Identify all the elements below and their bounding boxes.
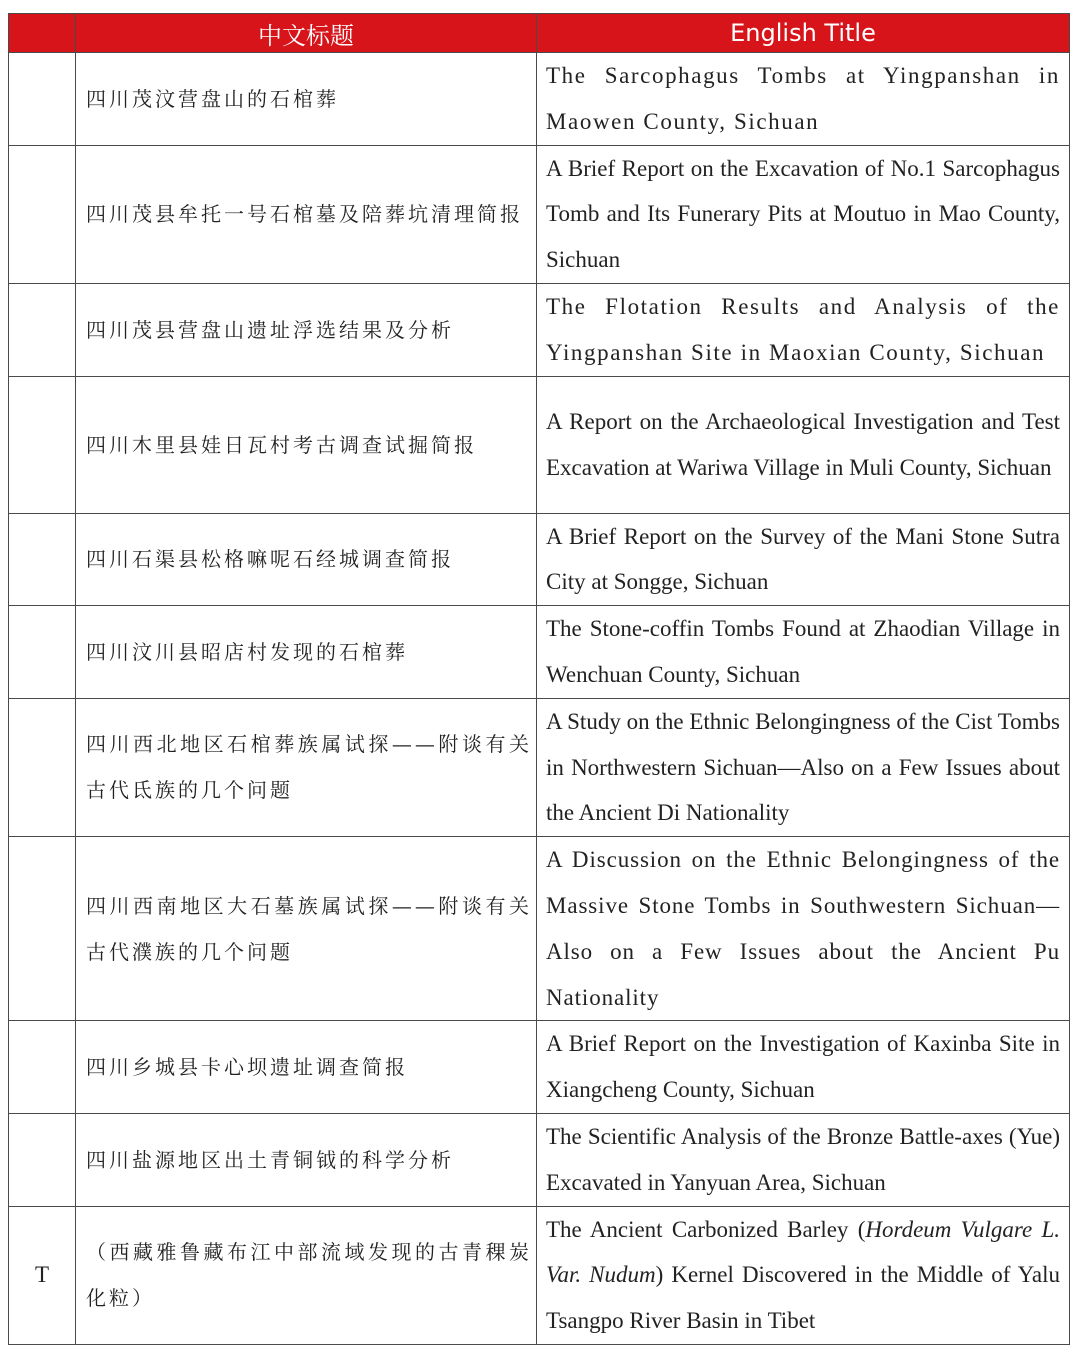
table-row [9, 1113, 1070, 1206]
english-title: A Study on the Ethnic Belongingness of the Cist Tombs in Northwestern Sichuan—Also on a Few Issues about the Ancient Di Nationality [537, 698, 1070, 836]
english-title: A Report on the Archaeological Investigation and Test Excavation at Wariwa Village in Muli County, Sichuan [537, 376, 1070, 513]
chinese-title: 四川盐源地区出土青铜钺的科学分析 [76, 1113, 537, 1206]
table-row [9, 837, 1070, 1021]
chinese-title: 四川茂县营盘山遗址浮选结果及分析 [76, 283, 537, 376]
row-code [9, 837, 76, 1021]
english-title: A Brief Report on the Survey of the Mani Stone Sutra City at Songge, Sichuan [537, 513, 1070, 606]
chinese-title: 四川木里县娃日瓦村考古调查试掘简报 [76, 376, 537, 513]
table-row [9, 513, 1070, 606]
header-chinese-title [76, 14, 537, 53]
chinese-title: （西藏雅鲁藏布江中部流域发现的古青稞炭化粒） [76, 1206, 537, 1344]
row-code [9, 698, 76, 836]
header-english-title [537, 14, 1070, 53]
chinese-title: 四川汶川县昭店村发现的石棺葬 [76, 606, 537, 699]
chinese-title: 四川西北地区石棺葬族属试探——附谈有关古代氐族的几个问题 [76, 698, 537, 836]
table-row [9, 283, 1070, 376]
header-chinese-label: 中文标题 [258, 21, 354, 50]
table-row [9, 53, 1070, 146]
table-row [9, 1206, 1070, 1344]
chinese-title: 四川石渠县松格嘛呢石经城调查简报 [76, 513, 537, 606]
header-row [9, 14, 1070, 53]
english-title: The Flotation Results and Analysis of the Yingpanshan Site in Maoxian County, Sichuan [537, 283, 1070, 376]
titles-table [8, 13, 1070, 1345]
table-row [9, 606, 1070, 699]
english-title-part: The Ancient Carbonized Barley ( [546, 1216, 866, 1242]
table-row [9, 376, 1070, 513]
table-row [9, 1021, 1070, 1114]
english-title: The Scientific Analysis of the Bronze Battle-axes (Yue) Excavated in Yanyuan Area, Sichuan [537, 1113, 1070, 1206]
english-title: A Brief Report on the Excavation of No.1 Sarcophagus Tomb and Its Funerary Pits at Moutuo in Mao County, Sichuan [537, 145, 1070, 283]
english-title: A Brief Report on the Investigation of Kaxinba Site in Xiangcheng County, Sichuan [537, 1021, 1070, 1114]
row-code: T [9, 1206, 76, 1344]
english-title: A Discussion on the Ethnic Belongingness of the Massive Stone Tombs in Southwestern Sichuan—Also on a Few Issues about the Ancient Pu Nationality [537, 837, 1070, 1021]
english-title: The Stone-coffin Tombs Found at Zhaodian Village in Wenchuan County, Sichuan [537, 606, 1070, 699]
table-row [9, 145, 1070, 283]
row-code [9, 53, 76, 146]
chinese-title: 四川乡城县卡心坝遗址调查简报 [76, 1021, 537, 1114]
chinese-title: 四川西南地区大石墓族属试探——附谈有关古代濮族的几个问题 [76, 837, 537, 1021]
table-row [9, 698, 1070, 836]
row-code [9, 376, 76, 513]
chinese-title: 四川茂县牟托一号石棺墓及陪葬坑清理简报 [76, 145, 537, 283]
row-code [9, 145, 76, 283]
english-title [537, 1206, 1070, 1344]
row-code [9, 1021, 76, 1114]
chinese-title: 四川茂汶营盘山的石棺葬 [76, 53, 537, 146]
header-code-cell [9, 14, 76, 53]
english-title: The Sarcophagus Tombs at Yingpanshan in Maowen County, Sichuan [537, 53, 1070, 146]
row-code [9, 606, 76, 699]
row-code [9, 283, 76, 376]
english-title-part: ) Kernel Discovered in the Middle of Yalu Tsangpo River Basin in Tibet [546, 1262, 1060, 1334]
english-title-italic-part: Hordeum Vulgare L. Var. Nudum [546, 1216, 1061, 1288]
header-english-label: English Title [730, 19, 876, 47]
row-code [9, 1113, 76, 1206]
row-code [9, 513, 76, 606]
